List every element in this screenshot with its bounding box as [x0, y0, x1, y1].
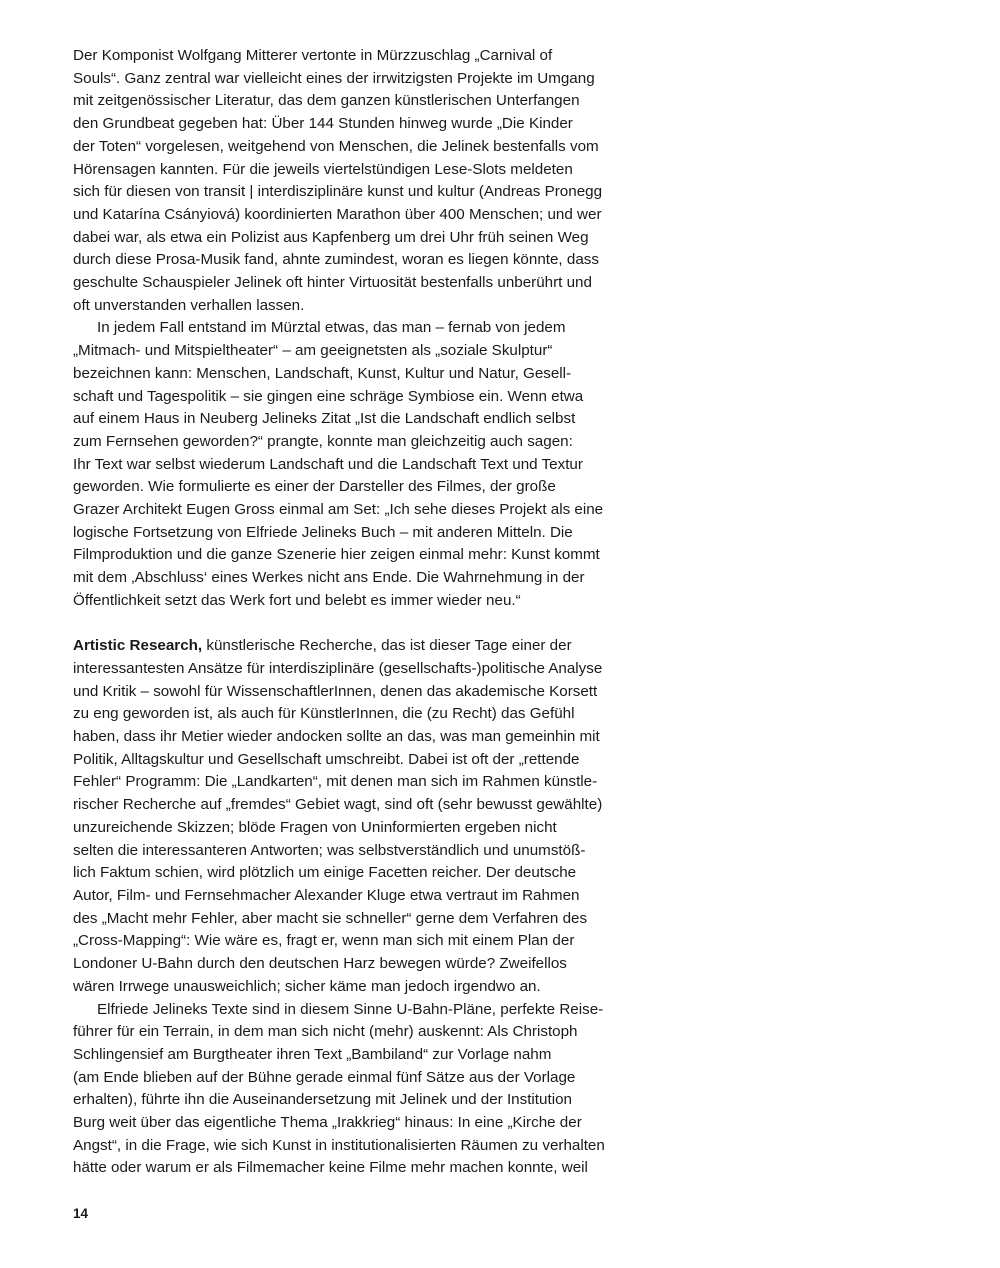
- text-run: künstlerische Recherche, das ist dieser Tage einer der: [202, 637, 572, 655]
- text-line: lich Faktum schien, wird plötzlich um einige Facetten reicher. Der deutsche: [73, 864, 577, 882]
- text-line: der Toten“ vorgelesen, weitgehend von Menschen, die Jelinek bestenfalls vom: [73, 137, 599, 155]
- text-line: Hörensagen kannten. Für die jeweils viertelstündigen Lese-Slots meldeten: [73, 160, 573, 178]
- text-line: „Cross-Mapping“: Wie wäre es, fragt er, wenn man sich mit einem Plan der: [73, 932, 575, 950]
- text-line: Fehler“ Programm: Die „Landkarten“, mit denen man sich im Rahmen künstle-: [73, 773, 598, 791]
- text-line: sich für diesen von transit | interdisziplinäre kunst und kultur (Andreas Pronegg: [73, 183, 603, 201]
- text-line: und Katarína Csányiová) koordinierten Marathon über 400 Menschen; und wer: [73, 205, 602, 223]
- text-line: (am Ende blieben auf der Bühne gerade einmal fünf Sätze aus der Vorlage: [73, 1068, 576, 1086]
- text-line: und Kritik – sowohl für WissenschaftlerInnen, denen das akademische Korsett: [73, 682, 598, 700]
- paragraph-artistic-research: [73, 635, 633, 998]
- text-line: zum Fernsehen geworden?“ prangte, konnte man gleichzeitig auch sagen:: [73, 432, 573, 450]
- text-line: Autor, Film- und Fernsehmacher Alexander Kluge etwa vertraut im Rahmen: [73, 887, 580, 904]
- text-line: Angst“, in die Frage, wie sich Kunst in institutionalisierten Räumen zu verhalten: [73, 1136, 605, 1154]
- text-line: haben, dass ihr Metier wieder andocken sollte an das, was man gemeinhin mit: [73, 728, 600, 746]
- text-line: hätte oder warum er als Filmemacher keine Filme mehr machen konnte, weil: [73, 1159, 588, 1177]
- text-line: Burg weit über das eigentliche Thema „Irakkrieg“ hinaus: In eine „Kirche der: [73, 1114, 582, 1132]
- run-in-heading: Artistic Research,: [73, 637, 203, 655]
- text-line: Souls“. Ganz zentral war vielleicht eines der irrwitzigsten Projekte im Umgang: [73, 69, 595, 87]
- section-spacer: [73, 613, 633, 636]
- text-line: Politik, Alltagskultur und Gesellschaft umschreibt. Dabei ist oft der „rettende: [73, 750, 580, 768]
- text-line: bezeichnen kann: Menschen, Landschaft, Kunst, Kultur und Natur, Gesell-: [73, 364, 572, 382]
- text-line: Londoner U-Bahn durch den deutschen Harz bewegen würde? Zweifellos: [73, 955, 567, 973]
- text-line: geworden. Wie formulierte es einer der Darsteller des Filmes, der große: [73, 478, 556, 496]
- text-line: führer für ein Terrain, in dem man sich nicht (mehr) auskennt: Als Christoph: [73, 1023, 578, 1041]
- text-line: rischer Recherche auf „fremdes“ Gebiet wagt, sind oft (sehr bewusst gewählte): [73, 796, 603, 814]
- text-line: Der Komponist Wolfgang Mitterer vertonte in Mürzzuschlag „Carnival of: [73, 47, 553, 64]
- text-line: interessantesten Ansätze für interdisziplinäre (gesellschafts-)politische Analyse: [73, 659, 603, 677]
- text-line: dabei war, als etwa ein Polizist aus Kapfenberg um drei Uhr früh seinen Weg: [73, 228, 589, 246]
- text-line: mit dem ‚Abschluss‘ eines Werkes nicht ans Ende. Die Wahrnehmung in der: [73, 569, 585, 587]
- text-line: auf einem Haus in Neuberg Jelineks Zitat „Ist die Landschaft endlich selbst: [73, 410, 576, 428]
- text-line: oft unverstanden verhallen lassen.: [73, 296, 305, 314]
- text-line: schaft und Tagespolitik – sie gingen eine schräge Symbiose ein. Wenn etwa: [73, 387, 584, 405]
- text-line: logische Fortsetzung von Elfriede Jelineks Buch – mit anderen Mitteln. Die: [73, 523, 573, 541]
- text-line: erhalten), führte ihn die Auseinandersetzung mit Jelinek und der Institution: [73, 1091, 572, 1109]
- paragraph-muerztal: [73, 317, 633, 612]
- text-line: mit zeitgenössischer Literatur, das dem ganzen künstlerischen Unterfangen: [73, 92, 580, 110]
- text-line: durch diese Prosa-Musik fand, ahnte zumindest, woran es liegen könnte, dass: [73, 251, 599, 269]
- text-line: Grazer Architekt Eugen Gross einmal am Set: „Ich sehe dieses Projekt als eine: [73, 501, 604, 519]
- text-line: Ihr Text war selbst wiederum Landschaft und die Landschaft Text und Textur: [73, 455, 583, 473]
- text-line: Filmproduktion und die ganze Szenerie hier zeigen einmal mehr: Kunst kommt: [73, 546, 600, 564]
- paragraph-mitterer: [73, 45, 633, 317]
- text-line: selten die interessanteren Antworten; was selbstverständlich und unumstöß-: [73, 841, 586, 859]
- text-line: des „Macht mehr Fehler, aber macht sie schneller“ gerne dem Verfahren des: [73, 909, 588, 927]
- text-line: Schlingensief am Burgtheater ihren Text „Bambiland“ zur Vorlage nahm: [73, 1045, 552, 1063]
- paragraph-jelinek-texte: [73, 999, 633, 1181]
- text-line: Öffentlichkeit setzt das Werk fort und belebt es immer wieder neu.“: [73, 591, 521, 609]
- text-line: wären Irrwege unausweichlich; sicher käme man jedoch irgendwo an.: [73, 977, 541, 995]
- text-line: zu eng geworden ist, als auch für KünstlerInnen, die (zu Recht) das Gefühl: [73, 705, 575, 723]
- text-line: In jedem Fall entstand im Mürztal etwas, das man – fernab von jedem: [97, 319, 566, 337]
- page-number: 14: [73, 1206, 89, 1221]
- text-line: Elfriede Jelineks Texte sind in diesem Sinne U-Bahn-Pläne, perfekte Reise-: [97, 1000, 604, 1018]
- article-body: [73, 45, 633, 1180]
- text-line: „Mitmach- und Mitspieltheater“ – am geeignetsten als „soziale Skulptur“: [73, 342, 553, 360]
- text-line: den Grundbeat gegeben hat: Über 144 Stunden hinweg wurde „Die Kinder: [73, 115, 573, 133]
- text-line: geschulte Schauspieler Jelinek oft hinter Virtuosität bestenfalls unberührt und: [73, 274, 592, 292]
- text-line: unzureichende Skizzen; blöde Fragen von Uninformierten ergeben nicht: [73, 818, 557, 836]
- text-line: [73, 635, 633, 658]
